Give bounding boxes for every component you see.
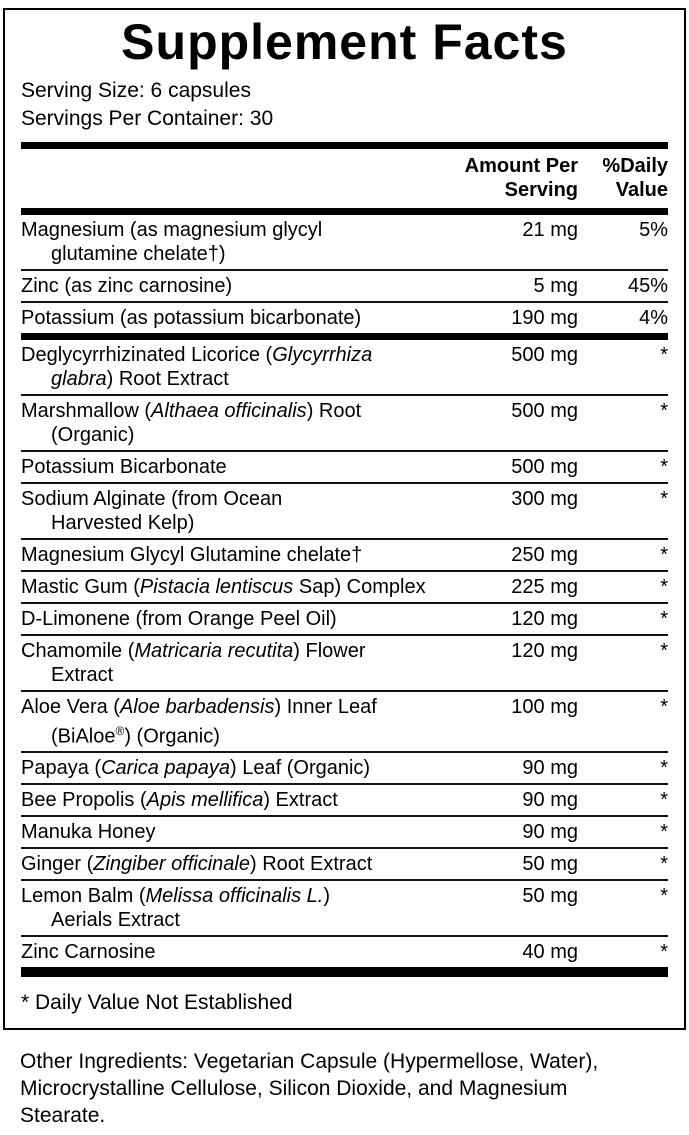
ingredient-name: Papaya (Carica papaya) Leaf (Organic)	[21, 757, 371, 780]
ingredient-daily-value: *	[660, 941, 668, 964]
group-divider	[21, 333, 668, 340]
ingredient-row	[21, 636, 668, 690]
ingredient-amount: 90 mg	[522, 821, 578, 844]
ingredient-amount: 500 mg	[511, 399, 578, 422]
ingredient-amount: 90 mg	[522, 789, 578, 812]
ingredient-amount: 5 mg	[533, 274, 578, 297]
header-divider-bottom	[21, 208, 668, 215]
ingredient-row	[21, 340, 668, 394]
ingredient-daily-value: *	[660, 789, 668, 812]
ingredient-row	[21, 604, 668, 634]
ingredient-name: Deglycyrrhizinated Licorice (Glycyrrhiza glabra) Root Extract	[21, 343, 373, 390]
ingredient-row	[21, 817, 668, 847]
ingredient-row	[21, 303, 668, 333]
ingredient-name: Chamomile (Matricaria recutita) Flower Extract	[21, 639, 366, 686]
column-header-spacer	[21, 154, 443, 202]
ingredient-daily-value: 45%	[627, 274, 668, 297]
ingredient-name: Magnesium (as magnesium glycyl glutamine chelate†)	[21, 218, 323, 265]
ingredient-amount: 300 mg	[511, 487, 578, 510]
amount-per-serving-header: Amount Per Serving	[464, 154, 578, 201]
ingredient-daily-value: *	[660, 695, 668, 718]
ingredient-amount: 100 mg	[511, 695, 578, 718]
column-headers	[21, 149, 668, 208]
ingredient-amount: 500 mg	[511, 343, 578, 366]
ingredient-daily-value: 5%	[639, 218, 668, 241]
ingredient-name: Zinc Carnosine	[21, 941, 156, 964]
ingredient-row	[21, 692, 668, 752]
ingredient-name: Aloe Vera (Aloe barbadensis) Inner Leaf (BiAloe®) (Organic)	[21, 695, 377, 748]
ingredient-amount: 120 mg	[511, 607, 578, 630]
ingredient-name: Ginger (Zingiber officinale) Root Extract	[21, 853, 373, 876]
panel-title: Supplement Facts	[121, 14, 568, 70]
servings-per-container-text: Servings Per Container: 30	[21, 106, 274, 130]
ingredient-daily-value: *	[660, 487, 668, 510]
ingredient-row	[21, 396, 668, 450]
ingredient-name: Marshmallow (Althaea officinalis) Root (Organic)	[21, 399, 362, 446]
serving-size-text: Serving Size: 6 capsules	[21, 78, 251, 102]
ingredient-name: Potassium Bicarbonate	[21, 455, 227, 478]
footnote-text: * Daily Value Not Established	[21, 991, 293, 1015]
ingredient-amount: 50 mg	[522, 885, 578, 908]
ingredient-daily-value: *	[660, 543, 668, 566]
ingredient-row	[21, 271, 668, 301]
ingredient-row	[21, 785, 668, 815]
supplement-facts-panel	[3, 8, 686, 1030]
ingredient-daily-value: *	[660, 607, 668, 630]
ingredient-daily-value: *	[660, 455, 668, 478]
ingredient-amount: 40 mg	[522, 941, 578, 964]
ingredient-daily-value: *	[660, 343, 668, 366]
daily-value-header: %Daily Value	[602, 154, 668, 201]
other-ingredients-text: Other Ingredients: Vegetarian Capsule (Hypermellose, Water), Microcrystalline Cellulose, Silicon Dioxide, and Magnesium Stearate.	[20, 1050, 599, 1128]
ingredient-row	[21, 937, 668, 967]
ingredient-name: Lemon Balm (Melissa officinalis L.) Aerials Extract	[21, 885, 331, 932]
ingredient-daily-value: *	[660, 821, 668, 844]
ingredient-name: Zinc (as zinc carnosine)	[21, 274, 233, 297]
header-divider-top	[21, 142, 668, 149]
ingredient-name: Manuka Honey	[21, 821, 156, 844]
ingredient-name: Mastic Gum (Pistacia lentiscus Sap) Complex	[21, 575, 426, 598]
ingredient-row	[21, 452, 668, 482]
ingredient-daily-value: *	[660, 639, 668, 662]
ingredient-amount: 120 mg	[511, 639, 578, 662]
ingredient-name: Magnesium Glycyl Glutamine chelate†	[21, 543, 363, 566]
ingredient-daily-value: 4%	[639, 306, 668, 329]
ingredient-amount: 50 mg	[522, 853, 578, 876]
ingredient-amount: 90 mg	[522, 757, 578, 780]
ingredient-row	[21, 572, 668, 602]
ingredient-row	[21, 849, 668, 879]
ingredient-amount: 190 mg	[511, 306, 578, 329]
footnote-divider	[21, 967, 668, 977]
ingredient-name: Bee Propolis (Apis mellifica) Extract	[21, 789, 338, 812]
ingredient-daily-value: *	[660, 575, 668, 598]
ingredient-row	[21, 753, 668, 783]
ingredient-daily-value: *	[660, 853, 668, 876]
ingredient-row	[21, 215, 668, 269]
supplement-label	[0, 8, 689, 1129]
ingredient-daily-value: *	[660, 757, 668, 780]
ingredient-amount: 250 mg	[511, 543, 578, 566]
ingredient-name: Sodium Alginate (from Ocean Harvested Kelp)	[21, 487, 283, 534]
ingredient-name: Potassium (as potassium bicarbonate)	[21, 306, 362, 329]
ingredient-row	[21, 540, 668, 570]
ingredient-amount: 21 mg	[522, 218, 578, 241]
ingredient-amount: 225 mg	[511, 575, 578, 598]
ingredient-daily-value: *	[660, 399, 668, 422]
ingredient-name: D-Limonene (from Orange Peel Oil)	[21, 607, 337, 630]
ingredient-daily-value: *	[660, 885, 668, 908]
ingredient-amount: 500 mg	[511, 455, 578, 478]
ingredient-row	[21, 881, 668, 935]
ingredient-row	[21, 484, 668, 538]
